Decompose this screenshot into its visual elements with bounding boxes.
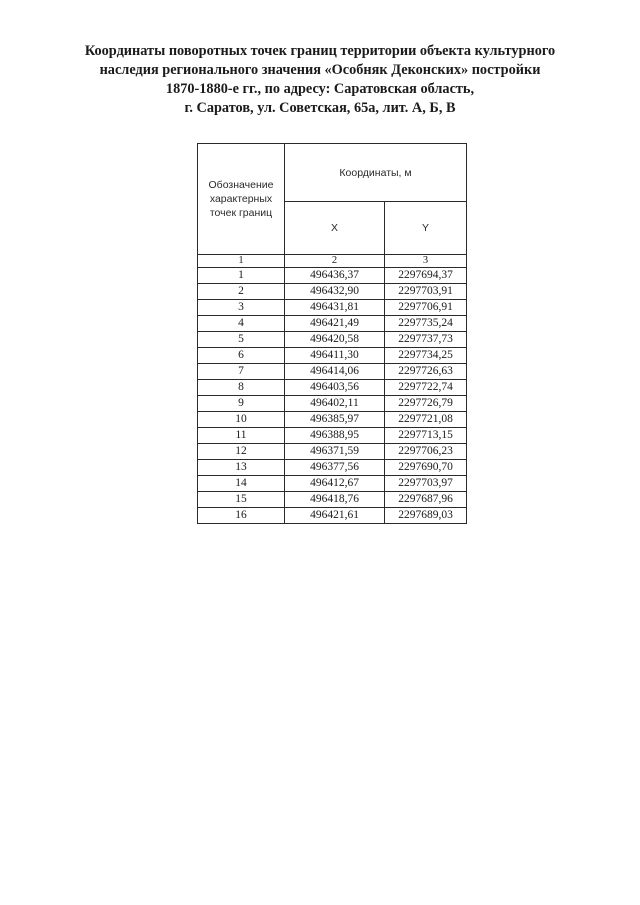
y-coordinate-cell: 2297735,24 — [385, 316, 467, 332]
x-coordinate-cell: 496411,30 — [285, 348, 385, 364]
point-number-cell: 13 — [198, 460, 285, 476]
point-number-cell: 6 — [198, 348, 285, 364]
point-number-cell: 7 — [198, 364, 285, 380]
coordinates-table — [197, 143, 467, 524]
x-coordinate-cell: 496432,90 — [285, 284, 385, 300]
table-row — [198, 428, 467, 444]
x-coordinate-cell: 496431,81 — [285, 300, 385, 316]
title-line-3: 1870-1880-е гг., по адресу: Саратовская область, — [165, 81, 475, 97]
x-coordinate-cell: 496421,61 — [285, 508, 385, 524]
point-number-cell: 15 — [198, 492, 285, 508]
point-number-cell: 16 — [198, 508, 285, 524]
y-coordinate-cell: 2297726,63 — [385, 364, 467, 380]
point-number-cell: 10 — [198, 412, 285, 428]
x-coordinate-cell: 496414,06 — [285, 364, 385, 380]
y-coordinate-cell: 2297726,79 — [385, 396, 467, 412]
x-coordinate-cell: 496402,11 — [285, 396, 385, 412]
table-row — [198, 284, 467, 300]
column-index-1: 1 — [198, 255, 285, 268]
x-coordinate-cell: 496388,95 — [285, 428, 385, 444]
point-number-cell: 5 — [198, 332, 285, 348]
table-row — [198, 412, 467, 428]
point-number-cell: 11 — [198, 428, 285, 444]
header-y: Y — [385, 202, 467, 255]
y-coordinate-cell: 2297706,23 — [385, 444, 467, 460]
table-row — [198, 492, 467, 508]
title-line-2: наследия регионального значения «Особняк Деконских» постройки — [99, 62, 541, 78]
table-row — [198, 508, 467, 524]
point-number-cell: 9 — [198, 396, 285, 412]
y-coordinate-cell: 2297737,73 — [385, 332, 467, 348]
document-title — [60, 42, 580, 118]
table-row — [198, 348, 467, 364]
point-number-cell: 2 — [198, 284, 285, 300]
y-coordinate-cell: 2297687,96 — [385, 492, 467, 508]
table-body — [198, 268, 467, 524]
y-coordinate-cell: 2297734,25 — [385, 348, 467, 364]
table-row — [198, 444, 467, 460]
x-coordinate-cell: 496385,97 — [285, 412, 385, 428]
column-index-2: 2 — [285, 255, 385, 268]
y-coordinate-cell: 2297694,37 — [385, 268, 467, 284]
table-row — [198, 476, 467, 492]
x-coordinate-cell: 496418,76 — [285, 492, 385, 508]
y-coordinate-cell: 2297706,91 — [385, 300, 467, 316]
point-number-cell: 8 — [198, 380, 285, 396]
y-coordinate-cell: 2297713,15 — [385, 428, 467, 444]
y-coordinate-cell: 2297690,70 — [385, 460, 467, 476]
title-line-4: г. Саратов, ул. Советская, 65а, лит. А, Б, В — [184, 100, 456, 116]
column-index-3: 3 — [385, 255, 467, 268]
table-row — [198, 268, 467, 284]
x-coordinate-cell: 496377,56 — [285, 460, 385, 476]
x-coordinate-cell: 496412,67 — [285, 476, 385, 492]
point-number-cell: 1 — [198, 268, 285, 284]
header-coordinates: Координаты, м — [285, 144, 467, 202]
table-row — [198, 300, 467, 316]
table-row — [198, 316, 467, 332]
x-coordinate-cell: 496421,49 — [285, 316, 385, 332]
y-coordinate-cell: 2297721,08 — [385, 412, 467, 428]
point-number-cell: 3 — [198, 300, 285, 316]
point-number-cell: 12 — [198, 444, 285, 460]
title-line-1: Координаты поворотных точек границ территории объекта культурного — [84, 43, 556, 59]
x-coordinate-cell: 496436,37 — [285, 268, 385, 284]
table-row — [198, 332, 467, 348]
table-row — [198, 396, 467, 412]
x-coordinate-cell: 496420,58 — [285, 332, 385, 348]
y-coordinate-cell: 2297689,03 — [385, 508, 467, 524]
header-x: X — [285, 202, 385, 255]
y-coordinate-cell: 2297703,91 — [385, 284, 467, 300]
x-coordinate-cell: 496403,56 — [285, 380, 385, 396]
table-row — [198, 460, 467, 476]
point-number-cell: 4 — [198, 316, 285, 332]
y-coordinate-cell: 2297722,74 — [385, 380, 467, 396]
table-row — [198, 364, 467, 380]
table-row — [198, 380, 467, 396]
x-coordinate-cell: 496371,59 — [285, 444, 385, 460]
point-number-cell: 14 — [198, 476, 285, 492]
y-coordinate-cell: 2297703,97 — [385, 476, 467, 492]
header-point-designation: Обозначение характерных точек границ — [198, 144, 285, 255]
